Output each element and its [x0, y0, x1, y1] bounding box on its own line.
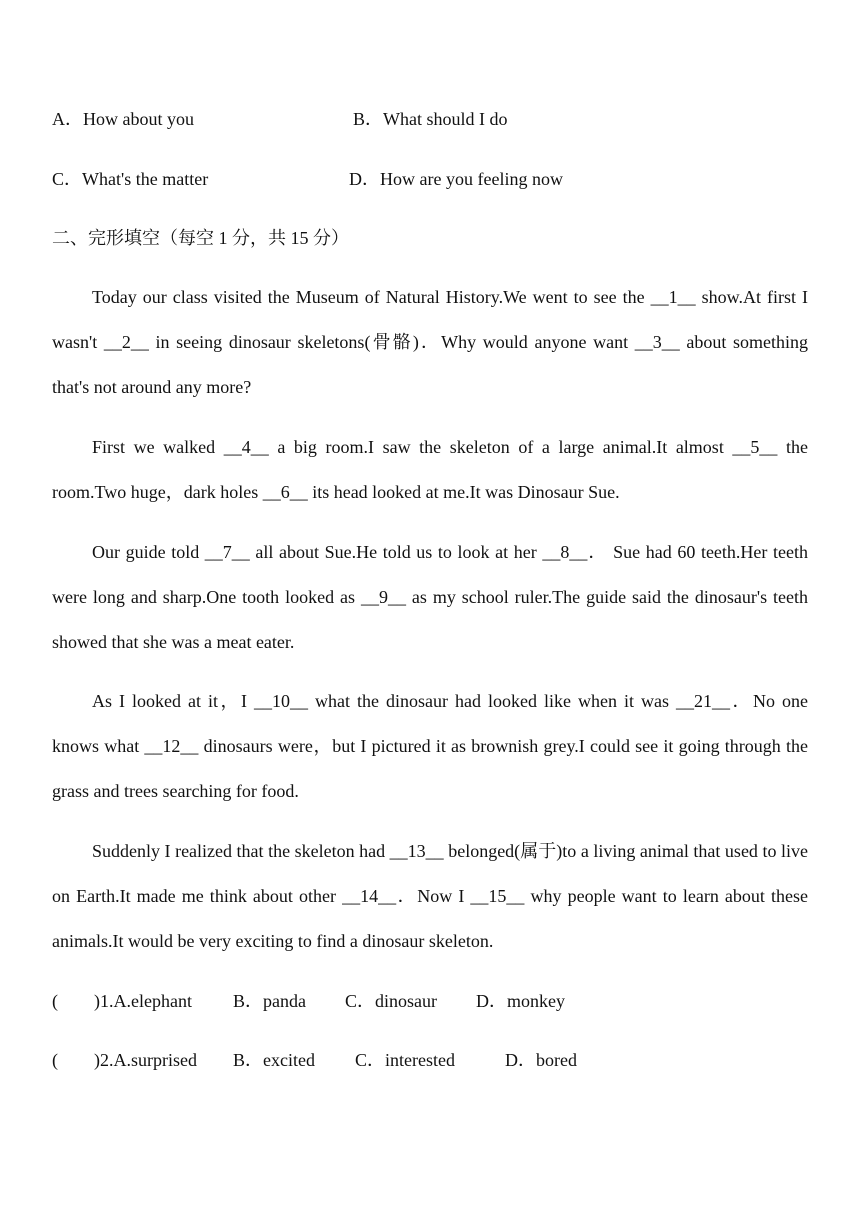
question-1 [52, 992, 565, 1010]
question-2 [52, 1051, 577, 1069]
question-2-option-c: C．interested [355, 1050, 455, 1070]
answer-bracket: ( ) [52, 991, 100, 1011]
question-2-option-d: D．bored [505, 1050, 577, 1070]
passage-paragraph-2: First we walked __4__ a big room.I saw the skeleton of a large animal.It almost __5__ the room.Two huge，dark holes __6__ its head looked at me.It was Dinosaur Sue. [52, 437, 808, 502]
section-title: 二、完形填空（每空 1 分，共 15 分） [52, 228, 349, 248]
answer-bracket: ( ) [52, 1050, 100, 1070]
option-b: B．What should I do [353, 109, 508, 129]
passage-paragraph-4: As I looked at it，I __10__ what the dinosaur had looked like when it was __21__．No one knows what __12__ dinosaurs were，but I pictured it as brownish grey.I could see it going through the grass and trees searching for food. [52, 691, 808, 801]
question-1-option-b: B．panda [233, 991, 306, 1011]
option-d: D．How are you feeling now [349, 169, 563, 189]
question-1-option-a: 1.A.elephant [100, 991, 192, 1011]
option-c: C．What's the matter [52, 169, 209, 189]
passage-paragraph-5: Suddenly I realized that the skeleton had __13__ belonged(属于)to a living animal that used to live on Earth.It made me think about other __14__．Now I __15__ why people want to learn about these animals.It would be very exciting to find a dinosaur skeleton. [52, 841, 808, 951]
passage-paragraph-1: Today our class visited the Museum of Natural History.We went to see the __1__ show.At first I wasn't __2__ in seeing dinosaur skeletons(骨骼)．Why would anyone want __3__ about something that's not around any more? [52, 287, 808, 397]
passage-paragraph-3: Our guide told __7__ all about Sue.He told us to look at her __8__． Sue had 60 teeth.Her teeth were long and sharp.One tooth looked as __9__ as my school ruler.The guide said the dinosaur's teeth showed that she was a meat eater. [52, 542, 808, 652]
question-2-option-b: B．excited [233, 1050, 315, 1070]
question-1-option-c: C．dinosaur [345, 991, 437, 1011]
question-1-option-d: D．monkey [476, 991, 565, 1011]
option-a: A．How about you [52, 109, 194, 129]
question-2-option-a: 2.A.surprised [100, 1050, 197, 1070]
